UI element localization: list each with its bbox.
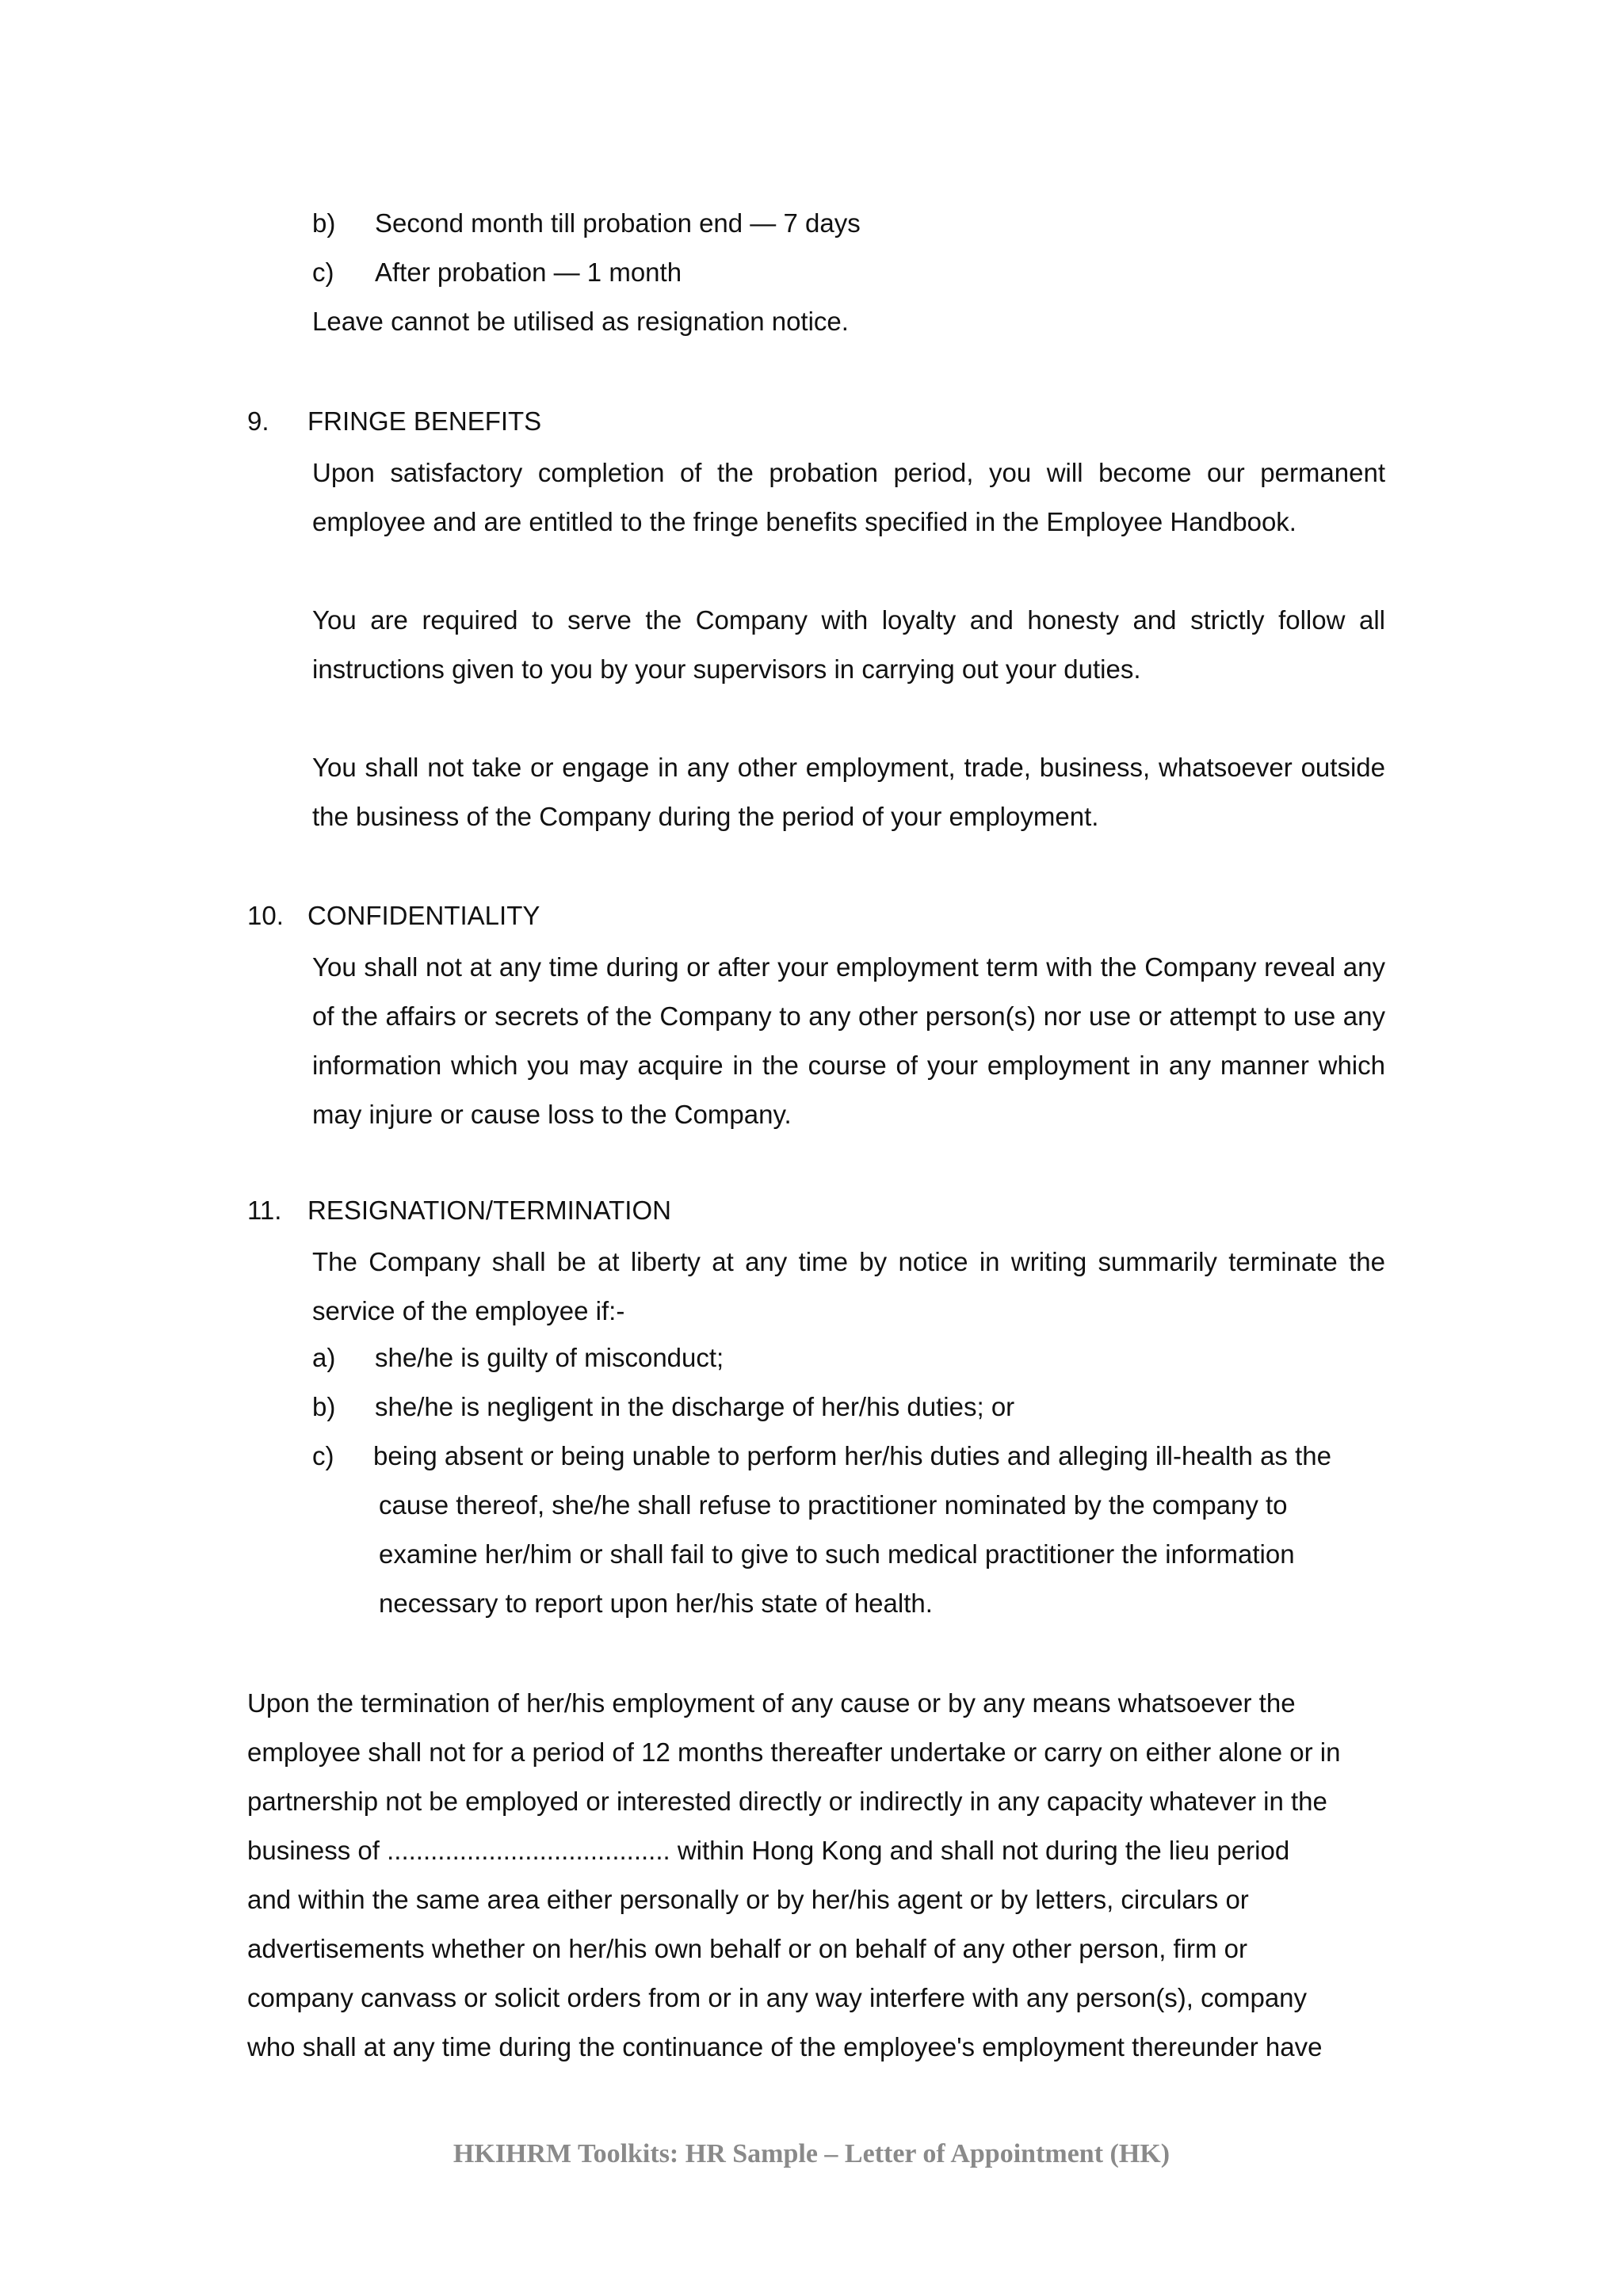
list-item-line: cause thereof, she/he shall refuse to practitioner nominated by the company to	[379, 1490, 1288, 1520]
paragraph: You are required to serve the Company with loyalty and honesty and strictly follow all instructions given to you by your supervisors in carrying out your duties.	[312, 605, 1385, 684]
section-heading: CONFIDENTIALITY	[307, 901, 540, 930]
paragraph: The Company shall be at liberty at any time by notice in writing summarily terminate the service of the employee if:-	[312, 1247, 1385, 1325]
closing-line: who shall at any time during the continuance of the employee's employment thereunder have	[247, 2032, 1323, 2061]
list-item-line: necessary to report upon her/his state of health.	[379, 1589, 933, 1618]
list-item: Second month till probation end — 7 days	[375, 208, 861, 238]
list-marker: c)	[312, 257, 334, 287]
section-number: 11.	[247, 1196, 282, 1225]
closing-line: partnership not be employed or interested directly or indirectly in any capacity whatever in the	[247, 1787, 1327, 1816]
section-heading: FRINGE BENEFITS	[307, 406, 542, 436]
list-marker: c)	[312, 1441, 334, 1470]
paragraph: Upon satisfactory completion of the probation period, you will become our permanent employee and are entitled to the fringe benefits specified in the Employee Handbook.	[312, 458, 1385, 536]
closing-line: and within the same area either personally or by her/his agent or by letters, circulars or	[247, 1885, 1249, 1914]
list-item-line: being absent or being unable to perform her/his duties and alleging ill-health as the	[373, 1441, 1331, 1470]
list-item: After probation — 1 month	[375, 257, 682, 287]
paragraph: You shall not take or engage in any other employment, trade, business, whatsoever outside the business of the Company during the period of your employment.	[312, 753, 1385, 831]
closing-line: Upon the termination of her/his employment of any cause or by any means whatsoever the	[247, 1688, 1296, 1718]
list-marker: b)	[312, 208, 336, 238]
closing-line: company canvass or solicit orders from or in any way interfere with any person(s), company	[247, 1983, 1308, 2012]
list-item: she/he is guilty of misconduct;	[375, 1343, 724, 1372]
section-heading: RESIGNATION/TERMINATION	[307, 1196, 671, 1225]
section-number: 10.	[247, 901, 284, 930]
list-item: she/he is negligent in the discharge of her/his duties; or	[375, 1392, 1015, 1421]
list-marker: b)	[312, 1392, 336, 1421]
closing-line: employee shall not for a period of 12 months thereafter undertake or carry on either alone or in	[247, 1737, 1341, 1767]
closing-line: advertisements whether on her/his own behalf or on behalf of any other person, firm or	[247, 1934, 1248, 1963]
paragraph: You shall not at any time during or after your employment term with the Company reveal any of the affairs or secrets of the Company to any other person(s) nor use or attempt to use any information which you may acquire in the course of your employment in any manner which may injure or cause loss to the Company.	[312, 952, 1385, 1129]
closing-line: business of ....................................... within Hong Kong and shall not during the lieu period	[247, 1836, 1290, 1865]
list-marker: a)	[312, 1343, 336, 1372]
page-footer: HKIHRM Toolkits: HR Sample – Letter of Appointment (HK)	[453, 2139, 1170, 2168]
list-item-line: examine her/him or shall fail to give to such medical practitioner the information	[379, 1539, 1295, 1569]
section-number: 9.	[247, 406, 269, 436]
note-text: Leave cannot be utilised as resignation notice.	[312, 307, 849, 336]
